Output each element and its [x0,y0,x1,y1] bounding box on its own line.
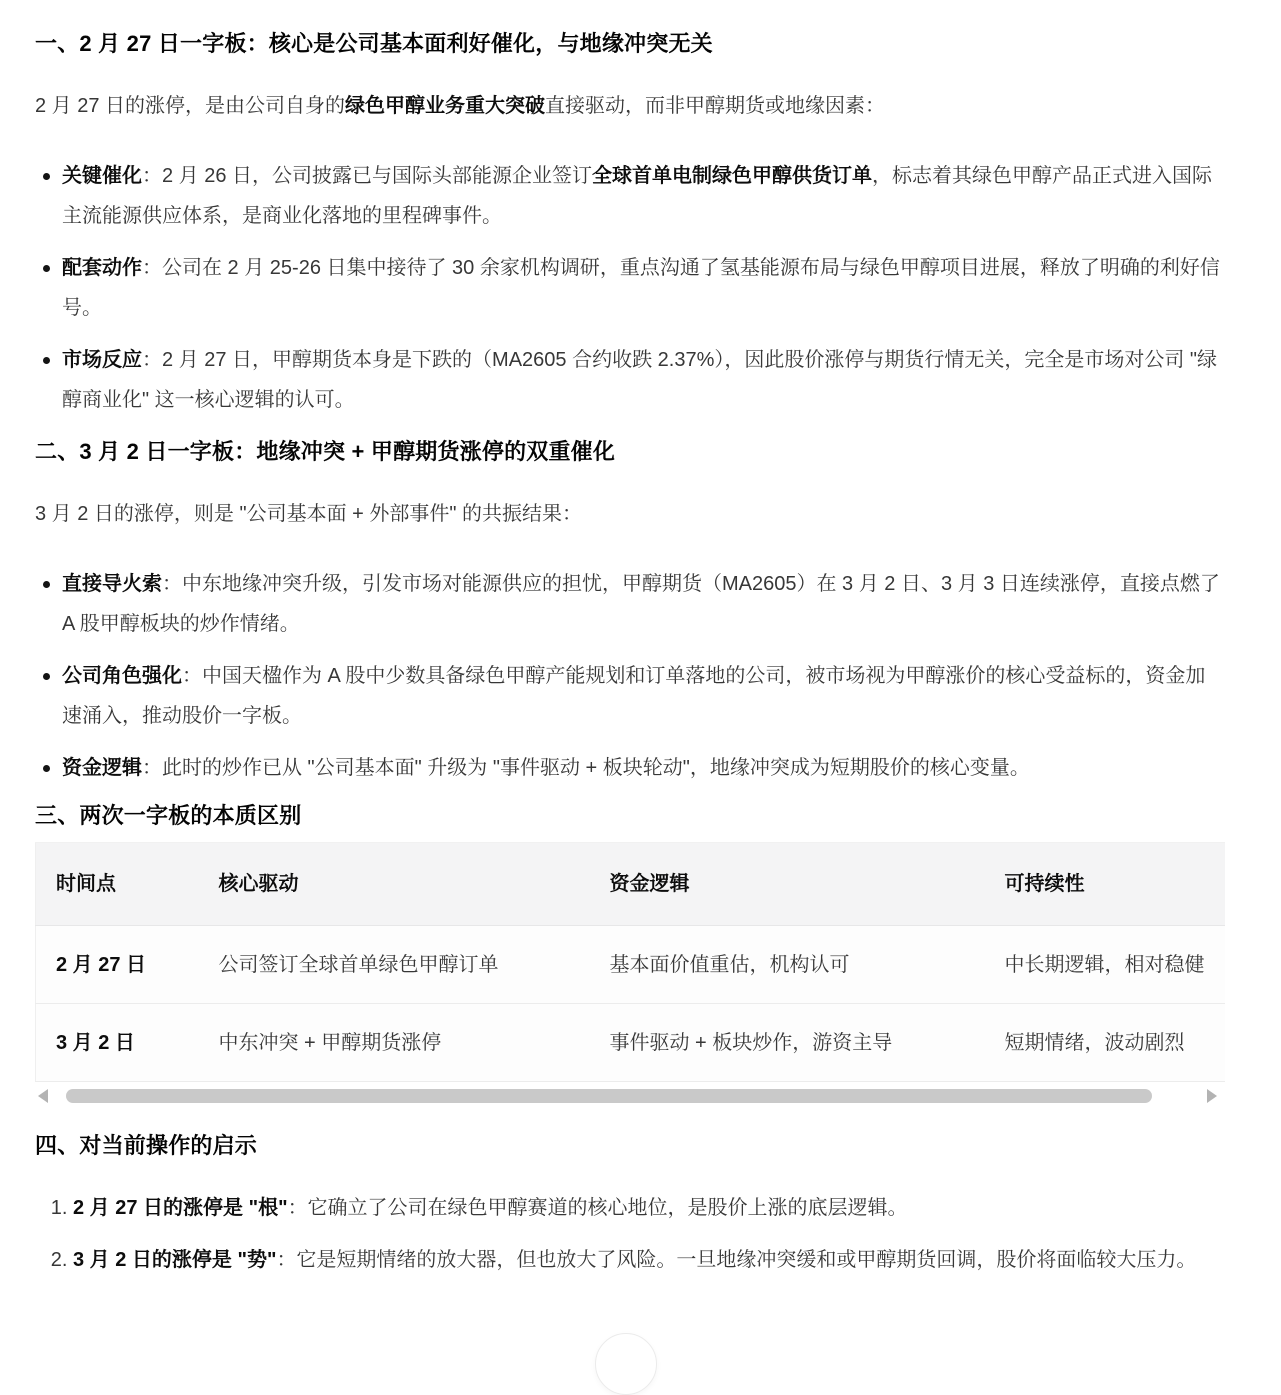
comparison-table [35,842,1225,1082]
table-header-cell: 核心驱动 [191,843,582,926]
section-3-heading: 三、两次一字板的本质区别 [35,803,302,828]
table-scrollbar[interactable] [35,1088,1225,1104]
table-header-cell: 资金逻辑 [582,843,977,926]
section-2-bullets [35,564,1225,788]
table-cell-logic: 事件驱动 + 板块炒作，游资主导 [582,1004,977,1082]
scroll-right-icon[interactable] [1207,1089,1217,1103]
section-1-intro: 2 月 27 日的涨停，是由公司自身的绿色甲醇业务重大突破直接驱动，而非甲醇期货或地缘因素： [35,95,886,117]
bullet-item: 直接导火索：中东地缘冲突升级，引发市场对能源供应的担忧，甲醇期货（MA2605）在 3 月 2 日、3 月 3 日连续涨停，直接点燃了 A 股甲醇板块的炒作情绪。 [35,564,1225,644]
bullet-item: 关键催化：2 月 26 日，公司披露已与国际头部能源企业签订全球首单电制绿色甲醇供货订单，标志着其绿色甲醇产品正式进入国际主流能源供应体系，是商业化落地的里程碑事件。 [35,156,1225,236]
table-cell-logic: 基本面价值重估，机构认可 [582,926,977,1004]
table-row [36,1004,1226,1082]
table-cell-drive: 中东冲突 + 甲醇期货涨停 [191,1004,582,1082]
table-cell-date: 3 月 2 日 [36,1004,191,1082]
table-header-row [36,843,1226,926]
section-2-heading: 二、3 月 2 日一字板：地缘冲突 + 甲醇期货涨停的双重催化 [35,439,616,464]
table-cell-sustain: 短期情绪，波动剧烈 [977,1004,1226,1082]
bullet-item: 市场反应：2 月 27 日，甲醇期货本身是下跌的（MA2605 合约收跌 2.37%），因此股价涨停与期货行情无关，完全是市场对公司 "绿醇商业化" 这一核心逻辑的认可。 [35,340,1225,420]
section-1-bullets [35,156,1225,420]
comparison-table-container[interactable] [35,842,1225,1082]
scroll-to-bottom-button[interactable] [595,1333,657,1395]
section-2-intro: 3 月 2 日的涨停，则是 "公司基本面 + 外部事件" 的共振结果： [35,503,583,525]
table-header-cell: 可持续性 [977,843,1226,926]
table-cell-drive: 公司签订全球首单绿色甲醇订单 [191,926,582,1004]
table-cell-sustain: 中长期逻辑，相对稳健 [977,926,1226,1004]
section-4-heading: 四、对当前操作的启示 [35,1133,258,1158]
insight-item: 1. 2 月 27 日的涨停是 "根"：它确立了公司在绿色甲醇赛道的核心地位，是股价上涨的底层逻辑。 [73,1188,1225,1228]
table-scrollbar-thumb[interactable] [66,1089,1152,1103]
table-row [36,926,1226,1004]
bullet-item: 资金逻辑：此时的炒作已从 "公司基本面" 升级为 "事件驱动 + 板块轮动"，地缘冲突成为短期股价的核心变量。 [35,748,1225,788]
section-1-heading: 一、2 月 27 日一字板：核心是公司基本面利好催化，与地缘冲突无关 [35,31,713,56]
insights-list [35,1188,1225,1280]
table-cell-date: 2 月 27 日 [36,926,191,1004]
bullet-item: 配套动作：公司在 2 月 25-26 日集中接待了 30 余家机构调研，重点沟通了氢基能源布局与绿色甲醇项目进展，释放了明确的利好信号。 [35,248,1225,328]
bullet-item: 公司角色强化：中国天楹作为 A 股中少数具备绿色甲醇产能规划和订单落地的公司，被市场视为甲醇涨价的核心受益标的，资金加速涌入，推动股价一字板。 [35,656,1225,736]
table-header-cell: 时间点 [36,843,191,926]
insight-item: 2. 3 月 2 日的涨停是 "势"：它是短期情绪的放大器，但也放大了风险。一旦地缘冲突缓和或甲醇期货回调，股价将面临较大压力。 [73,1240,1225,1280]
scroll-left-icon[interactable] [38,1089,48,1103]
